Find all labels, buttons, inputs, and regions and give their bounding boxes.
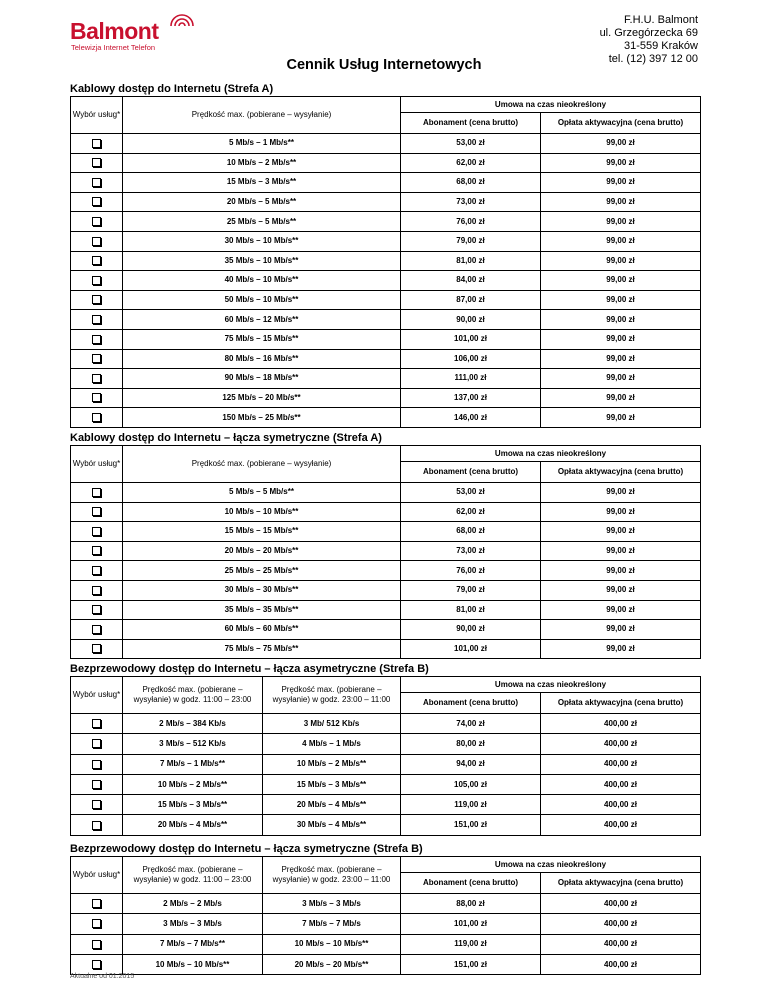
price-table-wireless-symmetric-b — [70, 856, 701, 975]
checkbox[interactable] — [92, 739, 101, 748]
subscription-price-cell: 101,00 zł — [401, 914, 541, 934]
table-body — [71, 677, 701, 836]
speed-cell: 10 Mb/s – 10 Mb/s** — [123, 502, 401, 522]
select-cell[interactable] — [71, 894, 123, 914]
activation-fee-cell: 99,00 zł — [541, 483, 701, 503]
subscription-price-cell: 151,00 zł — [401, 815, 541, 835]
table-row — [71, 580, 701, 600]
select-cell[interactable] — [71, 639, 123, 659]
table-row — [71, 408, 701, 428]
activation-fee-cell: 99,00 zł — [541, 388, 701, 408]
company-name: F.H.U. Balmont — [624, 14, 698, 26]
speed-cell: 40 Mb/s – 10 Mb/s** — [123, 271, 401, 291]
price-table-cable-a — [70, 96, 701, 428]
subscription-price-cell: 53,00 zł — [401, 134, 541, 154]
speed-cell: 5 Mb/s – 1 Mb/s** — [123, 134, 401, 154]
table-body — [71, 446, 701, 659]
activation-fee-cell: 99,00 zł — [541, 271, 701, 291]
table-row — [71, 349, 701, 369]
activation-fee-cell: 99,00 zł — [541, 153, 701, 173]
activation-fee-cell: 400,00 zł — [541, 714, 701, 734]
header-contract: Umowa na czas nieokreślony — [401, 97, 701, 113]
speed-night-cell: 3 Mb/ 512 Kb/s — [263, 714, 401, 734]
checkbox[interactable] — [92, 217, 101, 226]
checkbox[interactable] — [92, 374, 101, 383]
table-row — [71, 954, 701, 974]
table-row — [71, 369, 701, 389]
select-cell[interactable] — [71, 483, 123, 503]
checkbox[interactable] — [92, 256, 101, 265]
select-cell[interactable] — [71, 714, 123, 734]
select-cell[interactable] — [71, 231, 123, 251]
header-speed-day: Prędkość max. (pobierane – wysyłanie) w godz. 11:00 – 23:00 — [123, 677, 263, 714]
table-row — [71, 639, 701, 659]
table-row — [71, 251, 701, 271]
subscription-price-cell: 74,00 zł — [401, 714, 541, 734]
section-title-cable-a: Kablowy dostęp do Internetu (Strefa A) — [70, 83, 274, 95]
select-cell[interactable] — [71, 774, 123, 794]
select-cell[interactable] — [71, 561, 123, 581]
activation-fee-cell: 99,00 zł — [541, 561, 701, 581]
subscription-price-cell: 119,00 zł — [401, 795, 541, 815]
checkbox[interactable] — [92, 625, 101, 634]
select-cell[interactable] — [71, 212, 123, 232]
activation-fee-cell: 400,00 zł — [541, 934, 701, 954]
header-contract: Umowa na czas nieokreślony — [401, 446, 701, 462]
checkbox[interactable] — [92, 800, 101, 809]
checkbox[interactable] — [92, 546, 101, 555]
speed-cell: 80 Mb/s – 16 Mb/s** — [123, 349, 401, 369]
subscription-price-cell: 101,00 zł — [401, 329, 541, 349]
select-cell[interactable] — [71, 369, 123, 389]
activation-fee-cell: 400,00 zł — [541, 795, 701, 815]
activation-fee-cell: 99,00 zł — [541, 369, 701, 389]
header-select: Wybór usług* — [71, 446, 123, 483]
subscription-price-cell: 79,00 zł — [401, 231, 541, 251]
speed-cell: 30 Mb/s – 10 Mb/s** — [123, 231, 401, 251]
checkbox[interactable] — [92, 315, 101, 324]
speed-night-cell: 10 Mb/s – 2 Mb/s** — [263, 754, 401, 774]
select-cell[interactable] — [71, 815, 123, 835]
table-row — [71, 329, 701, 349]
header-speed: Prędkość max. (pobierane – wysyłanie) — [123, 446, 401, 483]
header-subscription: Abonament (cena brutto) — [401, 462, 541, 483]
checkbox[interactable] — [92, 295, 101, 304]
select-cell[interactable] — [71, 620, 123, 640]
activation-fee-cell: 400,00 zł — [541, 815, 701, 835]
header-speed: Prędkość max. (pobierane – wysyłanie) — [123, 97, 401, 134]
select-cell[interactable] — [71, 192, 123, 212]
subscription-price-cell: 90,00 zł — [401, 310, 541, 330]
activation-fee-cell: 99,00 zł — [541, 290, 701, 310]
table-row — [71, 271, 701, 291]
activation-fee-cell: 400,00 zł — [541, 914, 701, 934]
table-row — [71, 134, 701, 154]
subscription-price-cell: 90,00 zł — [401, 620, 541, 640]
subscription-price-cell: 151,00 zł — [401, 954, 541, 974]
select-cell[interactable] — [71, 349, 123, 369]
activation-fee-cell: 99,00 zł — [541, 212, 701, 232]
activation-fee-cell: 400,00 zł — [541, 774, 701, 794]
checkbox[interactable] — [92, 919, 101, 928]
table-row — [71, 914, 701, 934]
subscription-price-cell: 87,00 zł — [401, 290, 541, 310]
select-cell[interactable] — [71, 934, 123, 954]
checkbox[interactable] — [92, 197, 101, 206]
subscription-price-cell: 68,00 zł — [401, 522, 541, 542]
subscription-price-cell: 73,00 zł — [401, 541, 541, 561]
speed-cell: 150 Mb/s – 25 Mb/s** — [123, 408, 401, 428]
checkbox[interactable] — [92, 335, 101, 344]
header-subscription: Abonament (cena brutto) — [401, 873, 541, 894]
speed-night-cell: 10 Mb/s – 10 Mb/s** — [263, 934, 401, 954]
subscription-price-cell: 94,00 zł — [401, 754, 541, 774]
select-cell[interactable] — [71, 310, 123, 330]
subscription-price-cell: 84,00 zł — [401, 271, 541, 291]
activation-fee-cell: 99,00 zł — [541, 620, 701, 640]
speed-cell: 10 Mb/s – 2 Mb/s** — [123, 153, 401, 173]
header-subscription: Abonament (cena brutto) — [401, 113, 541, 134]
activation-fee-cell: 99,00 zł — [541, 231, 701, 251]
speed-cell: 20 Mb/s – 5 Mb/s** — [123, 192, 401, 212]
speed-day-cell: 7 Mb/s – 1 Mb/s** — [123, 754, 263, 774]
wireless-signal-icon — [168, 14, 196, 28]
speed-cell: 30 Mb/s – 30 Mb/s** — [123, 580, 401, 600]
table-row — [71, 620, 701, 640]
table-row — [71, 795, 701, 815]
speed-cell: 25 Mb/s – 25 Mb/s** — [123, 561, 401, 581]
speed-cell: 125 Mb/s – 20 Mb/s** — [123, 388, 401, 408]
speed-night-cell: 4 Mb/s – 1 Mb/s — [263, 734, 401, 754]
checkbox[interactable] — [92, 237, 101, 246]
speed-cell: 15 Mb/s – 15 Mb/s** — [123, 522, 401, 542]
speed-cell: 75 Mb/s – 15 Mb/s** — [123, 329, 401, 349]
header-activation: Opłata aktywacyjna (cena brutto) — [541, 462, 701, 483]
logo-tagline: Telewizja Internet Telefon — [71, 43, 156, 52]
speed-cell: 20 Mb/s – 20 Mb/s** — [123, 541, 401, 561]
table-row — [71, 192, 701, 212]
table-row — [71, 561, 701, 581]
activation-fee-cell: 99,00 zł — [541, 329, 701, 349]
subscription-price-cell: 146,00 zł — [401, 408, 541, 428]
header-select: Wybór usług* — [71, 857, 123, 894]
speed-day-cell: 20 Mb/s – 4 Mb/s** — [123, 815, 263, 835]
select-cell[interactable] — [71, 754, 123, 774]
speed-night-cell: 20 Mb/s – 4 Mb/s** — [263, 795, 401, 815]
select-cell[interactable] — [71, 580, 123, 600]
table-row — [71, 153, 701, 173]
subscription-price-cell: 137,00 zł — [401, 388, 541, 408]
speed-cell: 35 Mb/s – 35 Mb/s** — [123, 600, 401, 620]
speed-night-cell: 15 Mb/s – 3 Mb/s** — [263, 774, 401, 794]
activation-fee-cell: 99,00 zł — [541, 408, 701, 428]
checkbox[interactable] — [92, 527, 101, 536]
table-row — [71, 290, 701, 310]
subscription-price-cell: 68,00 zł — [401, 173, 541, 193]
subscription-price-cell: 79,00 zł — [401, 580, 541, 600]
checkbox[interactable] — [92, 644, 101, 653]
header-select: Wybór usług* — [71, 97, 123, 134]
select-cell[interactable] — [71, 600, 123, 620]
table-row — [71, 894, 701, 914]
company-street: ul. Grzegórzecka 69 — [599, 27, 698, 39]
activation-fee-cell: 99,00 zł — [541, 580, 701, 600]
table-row — [71, 815, 701, 835]
speed-day-cell: 3 Mb/s – 512 Kb/s — [123, 734, 263, 754]
subscription-price-cell: 105,00 zł — [401, 774, 541, 794]
section-title-wireless-asymmetric-b: Bezprzewodowy dostęp do Internetu – łącza asymetryczne (Strefa B) — [70, 663, 429, 675]
select-cell[interactable] — [71, 541, 123, 561]
activation-fee-cell: 99,00 zł — [541, 251, 701, 271]
speed-day-cell: 7 Mb/s – 7 Mb/s** — [123, 934, 263, 954]
select-cell[interactable] — [71, 502, 123, 522]
page-title: Cennik Usług Internetowych — [286, 57, 482, 73]
select-cell[interactable] — [71, 173, 123, 193]
subscription-price-cell: 76,00 zł — [401, 212, 541, 232]
header-speed-night: Prędkość max. (pobierane – wysyłanie) w godz. 23:00 – 11:00 — [263, 857, 401, 894]
checkbox[interactable] — [92, 760, 101, 769]
checkbox[interactable] — [92, 139, 101, 148]
select-cell[interactable] — [71, 329, 123, 349]
checkbox[interactable] — [92, 566, 101, 575]
table-row — [71, 714, 701, 734]
table-row — [71, 212, 701, 232]
speed-night-cell: 30 Mb/s – 4 Mb/s** — [263, 815, 401, 835]
table-row — [71, 388, 701, 408]
subscription-price-cell: 119,00 zł — [401, 934, 541, 954]
speed-cell: 75 Mb/s – 75 Mb/s** — [123, 639, 401, 659]
subscription-price-cell: 88,00 zł — [401, 894, 541, 914]
activation-fee-cell: 99,00 zł — [541, 541, 701, 561]
activation-fee-cell: 400,00 zł — [541, 894, 701, 914]
speed-cell: 35 Mb/s – 10 Mb/s** — [123, 251, 401, 271]
select-cell[interactable] — [71, 153, 123, 173]
header-contract: Umowa na czas nieokreślony — [401, 677, 701, 693]
table-row — [71, 310, 701, 330]
speed-cell: 25 Mb/s – 5 Mb/s** — [123, 212, 401, 232]
section-title-wireless-symmetric-b: Bezprzewodowy dostęp do Internetu – łącza symetryczne (Strefa B) — [70, 843, 423, 855]
subscription-price-cell: 53,00 zł — [401, 483, 541, 503]
checkbox[interactable] — [92, 940, 101, 949]
validity-note: Aktualne od 01.2015 — [70, 973, 135, 980]
speed-day-cell: 2 Mb/s – 384 Kb/s — [123, 714, 263, 734]
header-activation: Opłata aktywacyjna (cena brutto) — [541, 873, 701, 894]
header-speed-day: Prędkość max. (pobierane – wysyłanie) w godz. 11:00 – 23:00 — [123, 857, 263, 894]
select-cell[interactable] — [71, 795, 123, 815]
speed-night-cell: 3 Mb/s – 3 Mb/s — [263, 894, 401, 914]
speed-day-cell: 3 Mb/s – 3 Mb/s — [123, 914, 263, 934]
select-cell[interactable] — [71, 522, 123, 542]
checkbox[interactable] — [92, 586, 101, 595]
speed-cell: 60 Mb/s – 60 Mb/s** — [123, 620, 401, 640]
price-table-cable-symmetric-a — [70, 445, 701, 659]
table-row — [71, 231, 701, 251]
activation-fee-cell: 400,00 zł — [541, 754, 701, 774]
activation-fee-cell: 99,00 zł — [541, 134, 701, 154]
activation-fee-cell: 99,00 zł — [541, 192, 701, 212]
table-row — [71, 600, 701, 620]
company-city: 31-559 Kraków — [624, 40, 698, 52]
speed-day-cell: 15 Mb/s – 3 Mb/s** — [123, 795, 263, 815]
table-row — [71, 734, 701, 754]
speed-cell: 50 Mb/s – 10 Mb/s** — [123, 290, 401, 310]
select-cell[interactable] — [71, 251, 123, 271]
subscription-price-cell: 62,00 zł — [401, 502, 541, 522]
activation-fee-cell: 99,00 zł — [541, 600, 701, 620]
checkbox[interactable] — [92, 354, 101, 363]
checkbox[interactable] — [92, 719, 101, 728]
subscription-price-cell: 81,00 zł — [401, 251, 541, 271]
checkbox[interactable] — [92, 960, 101, 969]
table-row — [71, 522, 701, 542]
activation-fee-cell: 99,00 zł — [541, 310, 701, 330]
subscription-price-cell: 76,00 zł — [401, 561, 541, 581]
speed-cell: 60 Mb/s – 12 Mb/s** — [123, 310, 401, 330]
checkbox[interactable] — [92, 780, 101, 789]
subscription-price-cell: 62,00 zł — [401, 153, 541, 173]
select-cell[interactable] — [71, 734, 123, 754]
header-contract: Umowa na czas nieokreślony — [401, 857, 701, 873]
table-row — [71, 754, 701, 774]
subscription-price-cell: 106,00 zł — [401, 349, 541, 369]
select-cell[interactable] — [71, 290, 123, 310]
checkbox[interactable] — [92, 488, 101, 497]
activation-fee-cell: 99,00 zł — [541, 502, 701, 522]
speed-cell: 90 Mb/s – 18 Mb/s** — [123, 369, 401, 389]
subscription-price-cell: 81,00 zł — [401, 600, 541, 620]
select-cell[interactable] — [71, 271, 123, 291]
speed-day-cell: 2 Mb/s – 2 Mb/s — [123, 894, 263, 914]
checkbox[interactable] — [92, 393, 101, 402]
header-subscription: Abonament (cena brutto) — [401, 693, 541, 714]
speed-night-cell: 7 Mb/s – 7 Mb/s — [263, 914, 401, 934]
header-speed-night: Prędkość max. (pobierane – wysyłanie) w godz. 23:00 – 11:00 — [263, 677, 401, 714]
speed-day-cell: 10 Mb/s – 10 Mb/s** — [123, 954, 263, 974]
checkbox[interactable] — [92, 605, 101, 614]
checkbox[interactable] — [92, 899, 101, 908]
section-title-cable-symmetric-a: Kablowy dostęp do Internetu – łącza symetryczne (Strefa A) — [70, 432, 382, 444]
table-body — [71, 97, 701, 428]
table-row — [71, 173, 701, 193]
header-activation: Opłata aktywacyjna (cena brutto) — [541, 693, 701, 714]
subscription-price-cell: 80,00 zł — [401, 734, 541, 754]
table-row — [71, 541, 701, 561]
table-body — [71, 857, 701, 975]
speed-day-cell: 10 Mb/s – 2 Mb/s** — [123, 774, 263, 794]
checkbox[interactable] — [92, 507, 101, 516]
activation-fee-cell: 99,00 zł — [541, 173, 701, 193]
subscription-price-cell: 101,00 zł — [401, 639, 541, 659]
price-table-wireless-asymmetric-b — [70, 676, 701, 836]
header-activation: Opłata aktywacyjna (cena brutto) — [541, 113, 701, 134]
speed-cell: 15 Mb/s – 3 Mb/s** — [123, 173, 401, 193]
table-row — [71, 934, 701, 954]
company-logo — [70, 14, 200, 52]
subscription-price-cell: 111,00 zł — [401, 369, 541, 389]
activation-fee-cell: 99,00 zł — [541, 639, 701, 659]
checkbox[interactable] — [92, 276, 101, 285]
checkbox[interactable] — [92, 178, 101, 187]
activation-fee-cell: 99,00 zł — [541, 349, 701, 369]
table-row — [71, 502, 701, 522]
subscription-price-cell: 73,00 zł — [401, 192, 541, 212]
select-cell[interactable] — [71, 914, 123, 934]
speed-cell: 5 Mb/s – 5 Mb/s** — [123, 483, 401, 503]
select-cell[interactable] — [71, 954, 123, 974]
logo-wordmark: Balmont — [70, 18, 159, 44]
company-phone: tel. (12) 397 12 00 — [608, 53, 698, 65]
select-cell[interactable] — [71, 388, 123, 408]
select-cell[interactable] — [71, 134, 123, 154]
checkbox[interactable] — [92, 821, 101, 830]
speed-night-cell: 20 Mb/s – 20 Mb/s** — [263, 954, 401, 974]
checkbox[interactable] — [92, 158, 101, 167]
table-row — [71, 774, 701, 794]
activation-fee-cell: 400,00 zł — [541, 734, 701, 754]
activation-fee-cell: 400,00 zł — [541, 954, 701, 974]
select-cell[interactable] — [71, 408, 123, 428]
header-select: Wybór usług* — [71, 677, 123, 714]
activation-fee-cell: 99,00 zł — [541, 522, 701, 542]
table-row — [71, 483, 701, 503]
checkbox[interactable] — [92, 413, 101, 422]
